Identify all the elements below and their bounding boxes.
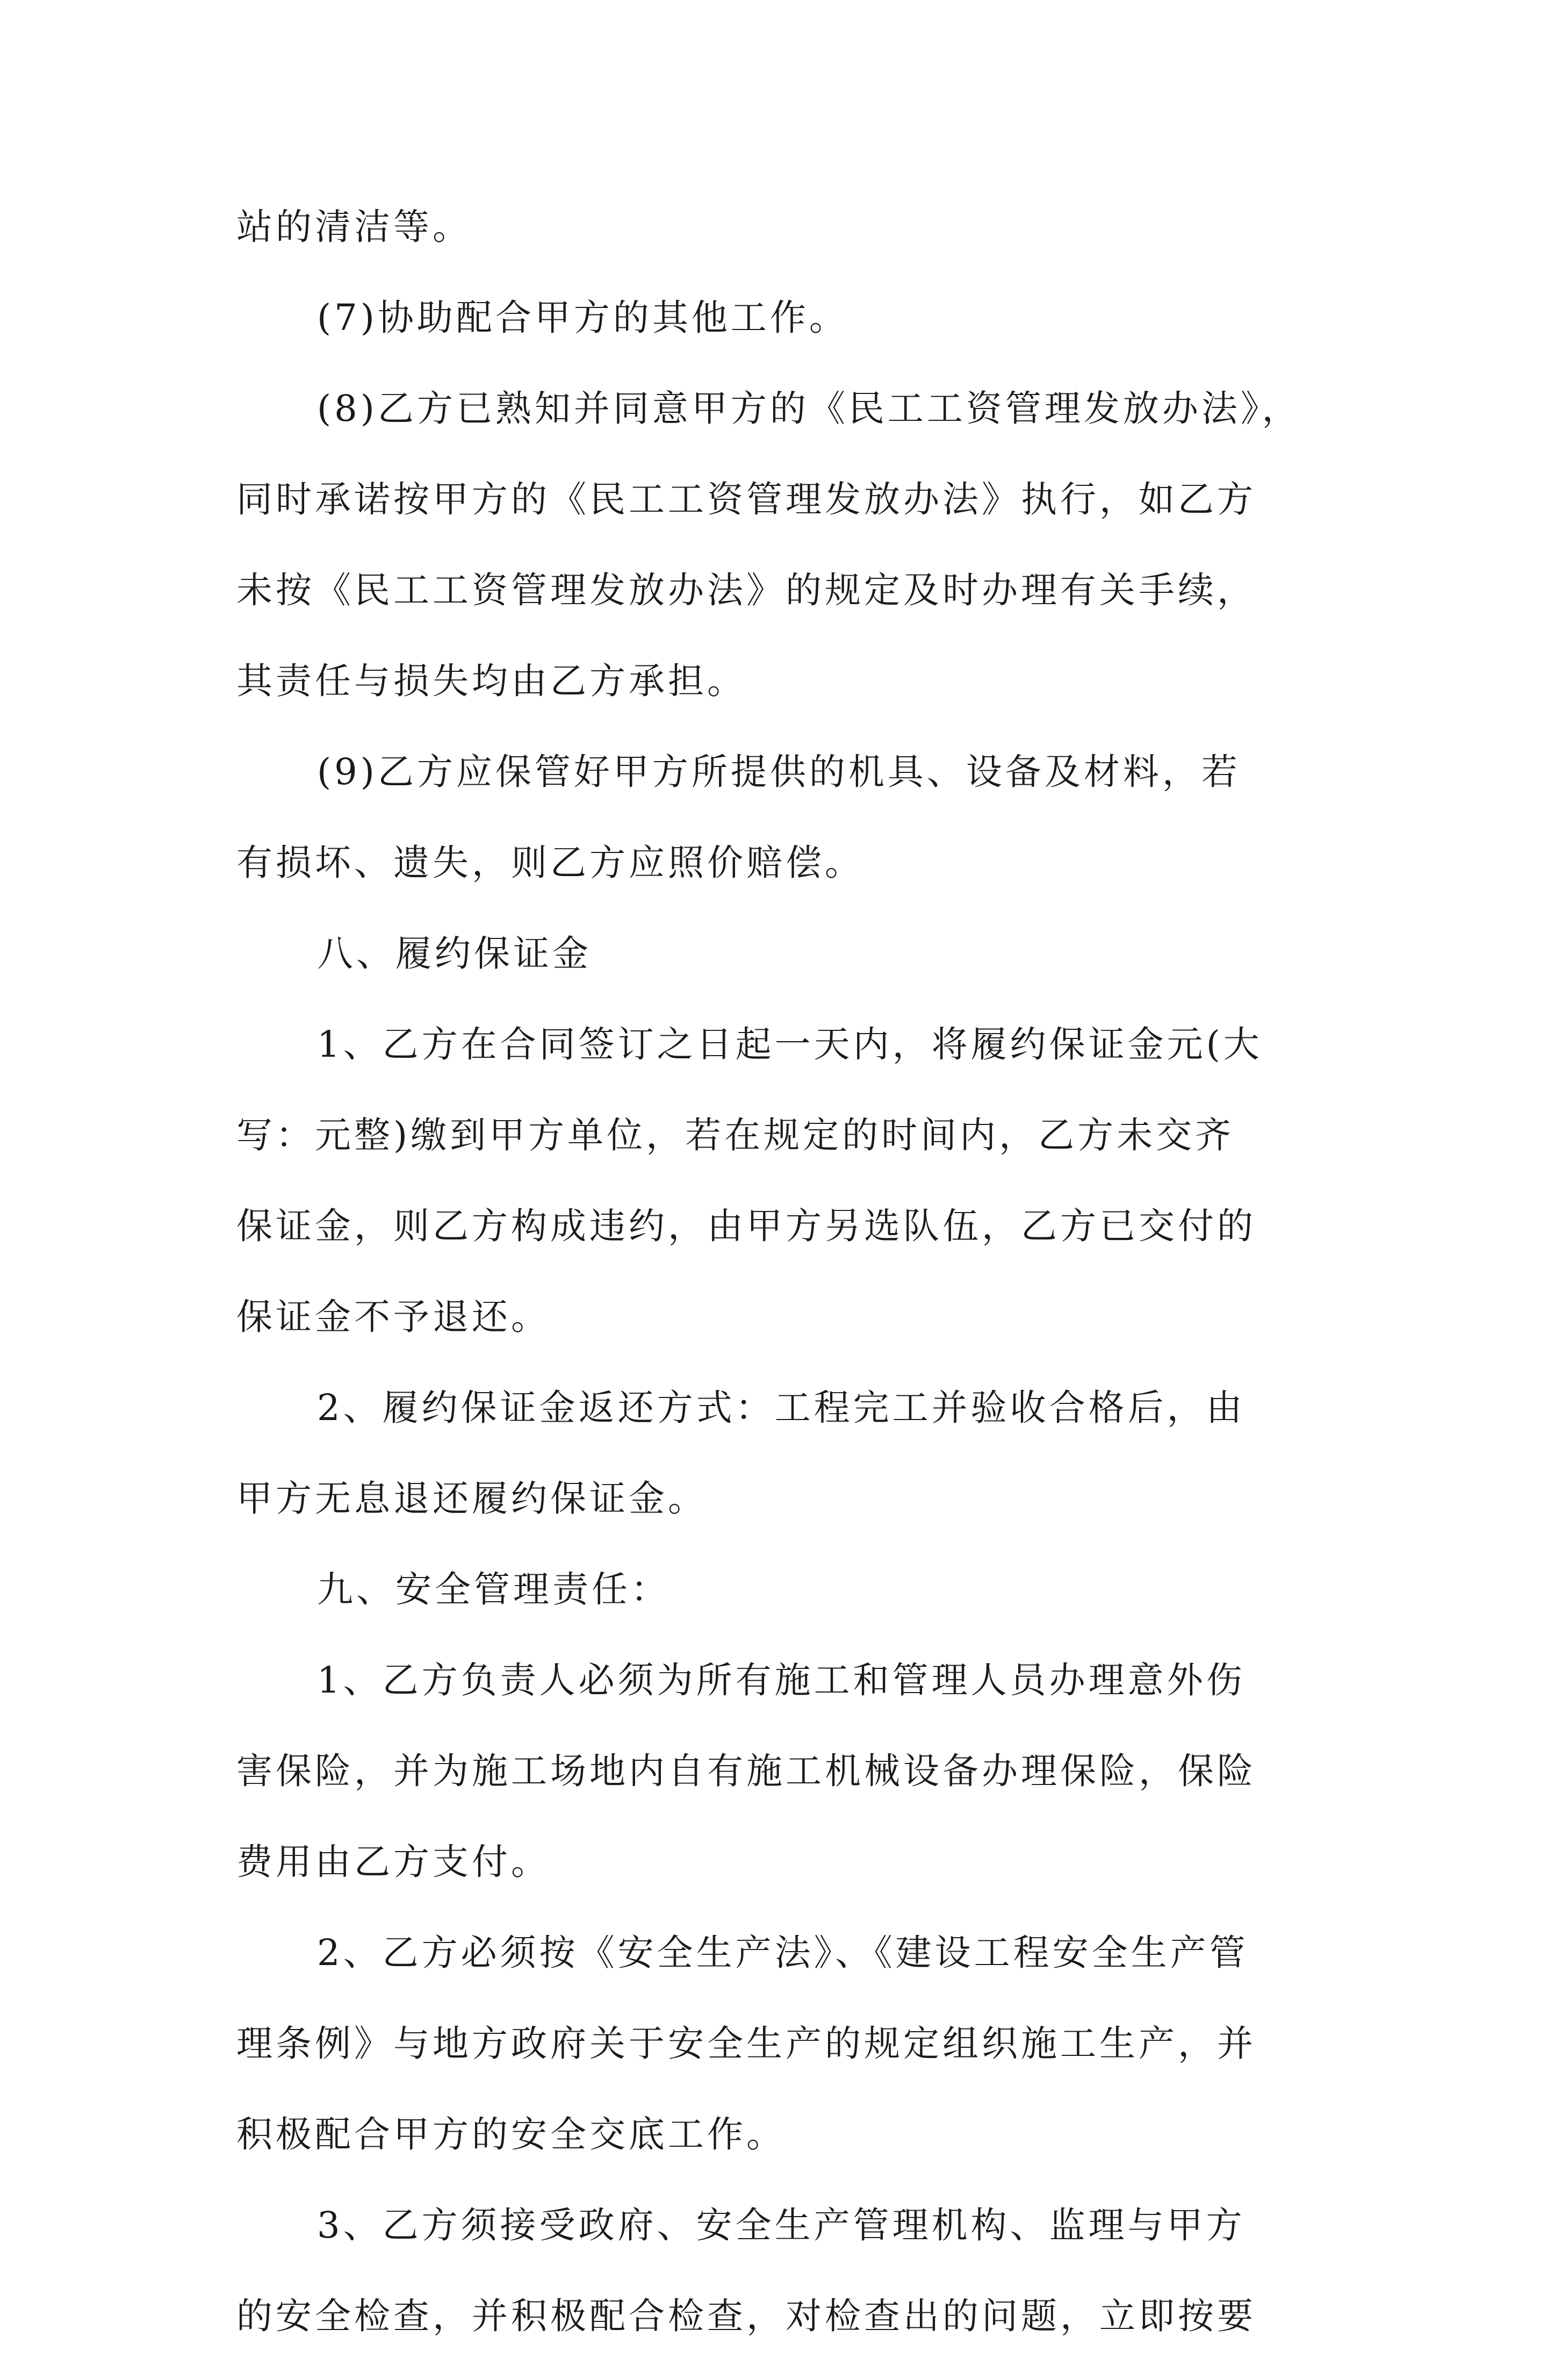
text-line: 害保险，并为施工场地内自有施工机械设备办理保险，保险 [236, 1750, 1256, 1792]
text-line: 同时承诺按甲方的《民工工资管理发放办法》执行，如乙方 [236, 478, 1256, 520]
text-line: 的安全检查，并积极配合检查，对检查出的问题，立即按要 [236, 2295, 1256, 2337]
text-line: 其责任与损失均由乙方承担。 [236, 660, 746, 702]
text-line: 1、乙方在合同签订之日起一天内，将履约保证金元(大 [317, 1023, 1263, 1065]
text-line: (7)协助配合甲方的其他工作。 [317, 297, 848, 339]
document-body [236, 200, 1333, 2380]
section-heading: 九、安全管理责任： [317, 1568, 670, 1610]
text-line: 2、乙方必须按《安全生产法》、《建设工程安全生产管 [317, 1932, 1249, 1974]
text-line: 站的清洁等。 [236, 206, 472, 248]
text-line: 保证金不予退还。 [236, 1296, 550, 1338]
text-line: 未按《民工工资管理发放办法》的规定及时办理有关手续， [236, 569, 1256, 611]
text-line: 写：元整)缴到甲方单位，若在规定的时间内，乙方未交齐 [236, 1114, 1235, 1156]
text-line: 2、履约保证金返还方式：工程完工并验收合格后，由 [317, 1387, 1246, 1429]
text-line: 理条例》与地方政府关于安全生产的规定组织施工生产，并 [236, 2023, 1256, 2064]
text-line: 3、乙方须接受政府、安全生产管理机构、监理与甲方 [317, 2204, 1246, 2246]
text-line: 1、乙方负责人必须为所有施工和管理人员办理意外伤 [317, 1659, 1246, 1701]
section-heading: 八、履约保证金 [317, 933, 592, 974]
text-line: 有损坏、遗失，则乙方应照价赔偿。 [236, 842, 864, 884]
text-line: (9)乙方应保管好甲方所提供的机具、设备及材料，若 [317, 751, 1241, 793]
text-line: 费用由乙方支付。 [236, 1841, 550, 1883]
text-line: 保证金，则乙方构成违约，由甲方另选队伍，乙方已交付的 [236, 1205, 1256, 1247]
text-line: (8)乙方已熟知并同意甲方的《民工工资管理发放办法》， [317, 388, 1301, 429]
text-line: 积极配合甲方的安全交底工作。 [236, 2113, 786, 2155]
text-line: 甲方无息退还履约保证金。 [236, 1478, 707, 1519]
